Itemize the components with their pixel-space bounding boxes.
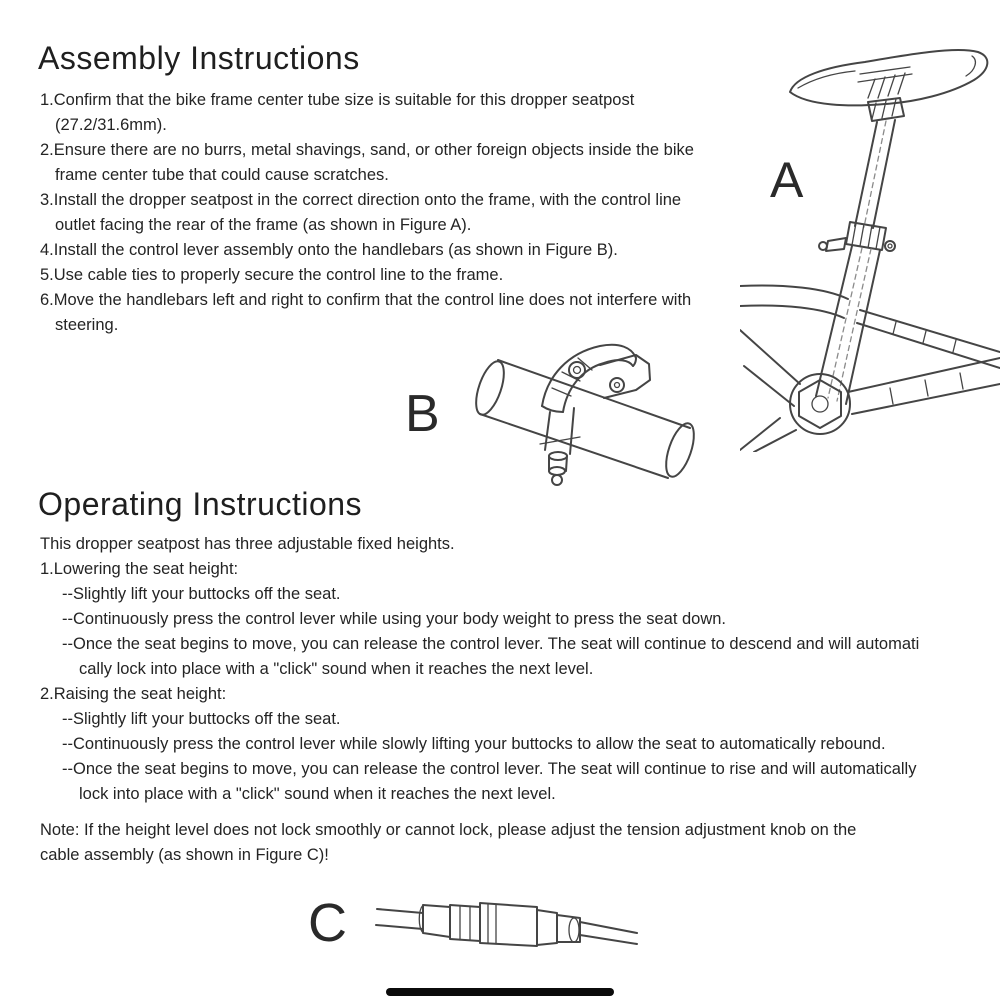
assembly-line: steering. xyxy=(55,316,119,334)
operating-line: --Once the seat begins to move, you can release the control lever. The seat will continue to descend and will automati xyxy=(62,635,920,653)
home-indicator-bar xyxy=(386,988,614,996)
note-line: Note: If the height level does not lock smoothly or cannot lock, please adjust the tension adjustment knob on the xyxy=(40,821,857,839)
figure-a-seatpost-on-frame-illustration xyxy=(740,22,1000,452)
operating-line: --Continuously press the control lever while slowly lifting your buttocks to allow the seat to automatically rebound. xyxy=(62,735,886,753)
figure-b-control-lever-illustration xyxy=(450,340,720,490)
assembly-line: outlet facing the rear of the frame (as shown in Figure A). xyxy=(55,216,472,234)
note-block xyxy=(40,818,970,868)
figure-c-cable-adjuster-illustration xyxy=(360,885,650,965)
operating-line: lock into place with a "click" sound when it reaches the next level. xyxy=(79,785,556,803)
figure-c-label: C xyxy=(308,893,347,953)
operating-line: 1.Lowering the seat height: xyxy=(40,560,239,578)
assembly-line: 3.Install the dropper seatpost in the correct direction onto the frame, with the control line xyxy=(40,191,682,209)
assembly-line: 4.Install the control lever assembly onto the handlebars (as shown in Figure B). xyxy=(40,241,618,259)
operating-line: --Once the seat begins to move, you can release the control lever. The seat will continue to rise and will automatically xyxy=(62,760,917,778)
assembly-line: 6.Move the handlebars left and right to confirm that the control line does not interfere with xyxy=(40,291,692,309)
operating-line: This dropper seatpost has three adjustable fixed heights. xyxy=(40,535,455,553)
operating-title: Operating Instructions xyxy=(38,486,363,522)
operating-line: --Slightly lift your buttocks off the seat. xyxy=(62,710,341,728)
assembly-line: (27.2/31.6mm). xyxy=(55,116,167,134)
assembly-line: 5.Use cable ties to properly secure the control line to the frame. xyxy=(40,266,504,284)
assembly-line: 1.Confirm that the bike frame center tube size is suitable for this dropper seatpost xyxy=(40,91,635,109)
figure-b-label: B xyxy=(405,385,440,443)
assembly-title: Assembly Instructions xyxy=(38,40,360,76)
assembly-line: frame center tube that could cause scratches. xyxy=(55,166,389,184)
operating-line: cally lock into place with a "click" sound when it reaches the next level. xyxy=(79,660,594,678)
figure-a-label: A xyxy=(770,152,804,208)
note-line: cable assembly (as shown in Figure C)! xyxy=(40,846,329,864)
operating-steps xyxy=(40,532,970,807)
assembly-line: 2.Ensure there are no burrs, metal shavings, sand, or other foreign objects inside the bike xyxy=(40,141,694,159)
operating-line: --Slightly lift your buttocks off the seat. xyxy=(62,585,341,603)
operating-line: 2.Raising the seat height: xyxy=(40,685,227,703)
operating-line: --Continuously press the control lever while using your body weight to press the seat down. xyxy=(62,610,727,628)
